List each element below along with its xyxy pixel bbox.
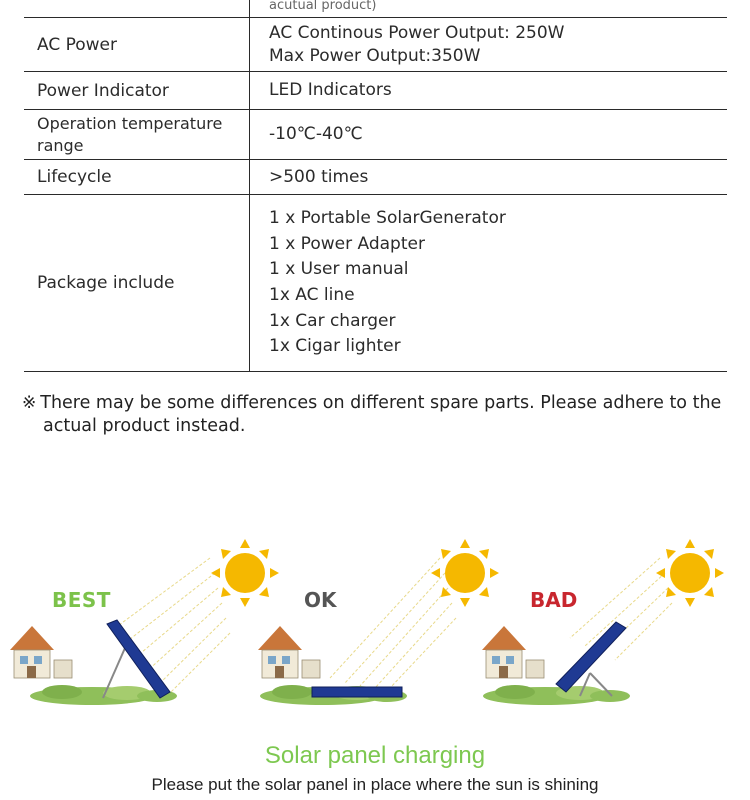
house-icon (482, 626, 544, 678)
value-line: 1x Car charger (269, 310, 396, 331)
sun-icon (211, 539, 279, 607)
solar-panel-icon (312, 687, 402, 697)
ok-label: OK (304, 588, 337, 612)
table-row-package-include (24, 195, 727, 372)
sun-icon (431, 539, 499, 607)
value-line: >500 times (269, 166, 369, 187)
table-row-ac-power (24, 18, 727, 72)
caption-subtitle: Please put the solar panel in place where the sun is shining (151, 775, 599, 794)
note-line-2: actual product instead. (43, 416, 246, 436)
table-cell-label: Operation temperature range (24, 110, 250, 159)
value-line: -10℃-40℃ (269, 124, 363, 145)
value-line: AC Continous Power Output: 250W (269, 23, 565, 43)
partial-value-text: acutual product) (269, 0, 377, 13)
bad-scene (482, 539, 724, 705)
value-line: 1x AC line (269, 285, 355, 305)
table-cell-label: Package include (24, 195, 250, 371)
best-scene (10, 539, 279, 705)
best-label: BEST (52, 588, 111, 612)
table-cell-value (250, 72, 727, 109)
note-line-1: There may be some differences on different spare parts. Please adhere to the (40, 393, 722, 413)
table-cell-value (250, 195, 727, 371)
table-cell-label: Power Indicator (24, 72, 250, 109)
table-cell-label: Lifecycle (24, 160, 250, 194)
table-row-partial (24, 0, 727, 18)
reference-mark-icon: ※ (22, 393, 37, 413)
house-icon (10, 626, 72, 678)
table-cell-value (250, 110, 727, 159)
value-line: Max Power Output:350W (269, 45, 481, 66)
ok-scene (258, 539, 499, 705)
table-cell-value (250, 160, 727, 194)
spec-table (24, 0, 727, 372)
value-line: 1 x User manual (269, 259, 409, 280)
grass-icon (483, 685, 630, 705)
solar-panel-icon (107, 620, 170, 698)
value-line: 1x Cigar lighter (269, 336, 401, 357)
table-cell-label (24, 0, 250, 17)
house-icon (258, 626, 320, 678)
solar-panel-icon (556, 622, 626, 692)
caption-title: Solar panel charging (264, 742, 486, 769)
table-row-power-indicator (24, 72, 727, 110)
table-cell-value (250, 18, 727, 71)
table-cell-value (250, 0, 727, 17)
table-row-operation-temperature (24, 110, 727, 160)
table-row-lifecycle (24, 160, 727, 195)
bad-label: BAD (530, 588, 578, 612)
table-cell-label: AC Power (24, 18, 250, 71)
sun-icon (656, 539, 724, 607)
value-line: 1 x Portable SolarGenerator (269, 208, 506, 229)
disclaimer-note (22, 392, 722, 438)
value-line: 1 x Power Adapter (269, 233, 425, 254)
solar-angle-illustration (0, 528, 750, 718)
value-line: LED Indicators (269, 80, 392, 101)
